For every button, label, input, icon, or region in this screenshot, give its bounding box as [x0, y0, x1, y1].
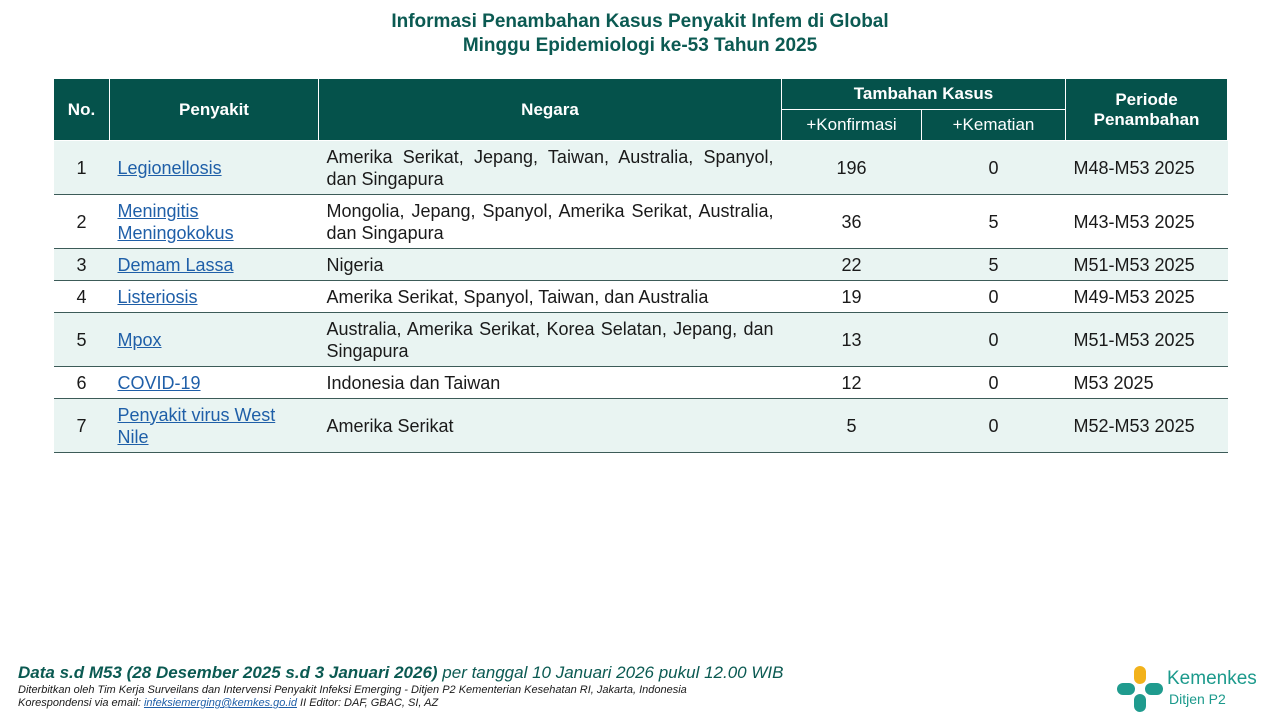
row-kematian: 0: [922, 367, 1066, 399]
header-periode-line-1: Periode: [1115, 89, 1178, 109]
disease-link[interactable]: Penyakit virus West Nile: [117, 404, 276, 447]
table-row: [54, 399, 1228, 453]
table-row: [54, 281, 1228, 313]
header-periode-line-2: Penambahan: [1093, 109, 1200, 129]
row-periode: M49-M53 2025: [1066, 281, 1228, 313]
header-periode: [1066, 79, 1228, 141]
data-period-rest: per tanggal 10 Januari 2026 pukul 12.00 WIB: [437, 663, 784, 682]
row-periode: M53 2025: [1066, 367, 1228, 399]
disease-link[interactable]: COVID-19: [117, 372, 201, 393]
row-kematian: 0: [922, 141, 1066, 195]
row-negara: Mongolia, Jepang, Spanyol, Amerika Serikat, Australia, dan Singapura: [319, 195, 782, 249]
disease-link[interactable]: Legionellosis: [117, 157, 222, 178]
row-no: 4: [54, 281, 110, 313]
row-kematian: 5: [922, 249, 1066, 281]
table-row: [54, 195, 1228, 249]
row-negara: Australia, Amerika Serikat, Korea Selatan, Jepang, dan Singapura: [319, 313, 782, 367]
row-negara: Nigeria: [319, 249, 782, 281]
row-konfirmasi: 5: [782, 399, 922, 453]
kemenkes-logo: [1115, 664, 1275, 714]
row-negara: Amerika Serikat: [319, 399, 782, 453]
title-line-1: Informasi Penambahan Kasus Penyakit Infem di Global: [391, 11, 889, 32]
data-period-bold: Data s.d M53 (28 Desember 2025 s.d 3 Januari 2026): [18, 663, 438, 682]
table-row: [54, 367, 1228, 399]
row-no: 1: [54, 141, 110, 195]
logo-subtitle: Ditjen P2: [1169, 691, 1226, 707]
row-kematian: 5: [922, 195, 1066, 249]
row-no: 2: [54, 195, 110, 249]
title-line-2: Minggu Epidemiologi ke-53 Tahun 2025: [462, 35, 818, 56]
row-no: 7: [54, 399, 110, 453]
disease-link[interactable]: Demam Lassa: [117, 254, 234, 275]
row-negara: Amerika Serikat, Spanyol, Taiwan, dan Australia: [319, 281, 782, 313]
header-konfirmasi: +Konfirmasi: [782, 110, 922, 141]
publisher-note: Diterbitkan oleh Tim Kerja Surveilans dan Intervensi Penyakit Infeksi Emerging - Ditjen P2 Kementerian Kesehatan RI, Jakarta, Indonesia: [18, 684, 687, 696]
correspondence-note: [18, 697, 438, 709]
header-negara: Negara: [319, 79, 782, 141]
row-kematian: 0: [922, 399, 1066, 453]
row-periode: M43-M53 2025: [1066, 195, 1228, 249]
kemenkes-logo-icon: [1115, 664, 1165, 714]
row-kematian: 0: [922, 281, 1066, 313]
row-konfirmasi: 13: [782, 313, 922, 367]
row-periode: M52-M53 2025: [1066, 399, 1228, 453]
row-konfirmasi: 22: [782, 249, 922, 281]
row-periode: M51-M53 2025: [1066, 313, 1228, 367]
table-row: [54, 249, 1228, 281]
email-link[interactable]: infeksiemerging@kemkes.go.id: [143, 697, 297, 709]
logo-name: Kemenkes: [1167, 668, 1257, 689]
row-kematian: 0: [922, 313, 1066, 367]
header-tambahan-kasus: Tambahan Kasus: [782, 79, 1066, 110]
disease-link[interactable]: Meningitis Meningokokus: [117, 200, 234, 243]
page-title: [0, 10, 1280, 58]
row-konfirmasi: 12: [782, 367, 922, 399]
row-konfirmasi: 36: [782, 195, 922, 249]
row-negara: Amerika Serikat, Jepang, Taiwan, Australia, Spanyol, dan Singapura: [319, 141, 782, 195]
row-negara: Indonesia dan Taiwan: [319, 367, 782, 399]
disease-link[interactable]: Listeriosis: [117, 286, 198, 307]
disease-table: [53, 78, 1228, 453]
row-konfirmasi: 196: [782, 141, 922, 195]
row-periode: M51-M53 2025: [1066, 249, 1228, 281]
table-row: [54, 313, 1228, 367]
row-no: 5: [54, 313, 110, 367]
header-no: No.: [54, 79, 110, 141]
row-no: 6: [54, 367, 110, 399]
row-konfirmasi: 19: [782, 281, 922, 313]
header-kematian: +Kematian: [922, 110, 1066, 141]
correspondence-prefix: Korespondensi via email:: [18, 697, 144, 709]
row-periode: M48-M53 2025: [1066, 141, 1228, 195]
disease-link[interactable]: Mpox: [117, 329, 162, 350]
editors-text: II Editor: DAF, GBAC, SI, AZ: [296, 697, 439, 709]
row-no: 3: [54, 249, 110, 281]
header-penyakit: Penyakit: [110, 79, 319, 141]
data-period-note: [18, 663, 783, 683]
table-row: [54, 141, 1228, 195]
